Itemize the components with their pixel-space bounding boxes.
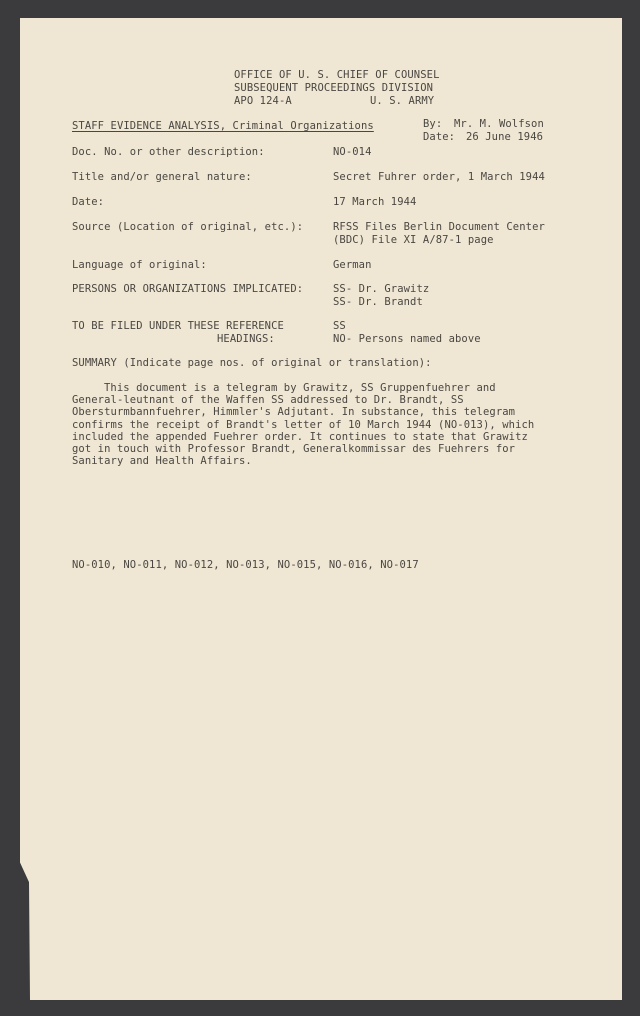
field-value-persons-line2: SS- Dr. Brandt [333,296,423,308]
field-label-title: Title and/or general nature: [72,171,252,183]
header-division: SUBSEQUENT PROCEEDINGS DIVISION [234,82,434,94]
cross-references: NO-010, NO-011, NO-012, NO-013, NO-015, NO-016, NO-017 [72,559,419,571]
field-label-source: Source (Location of original, etc.): [72,221,304,233]
field-label-persons: PERSONS OR ORGANIZATIONS IMPLICATED: [72,283,304,295]
field-value-language: German [333,259,372,271]
field-label-headings-line2: HEADINGS: [217,333,275,345]
summary-heading: SUMMARY (Indicate page nos. of original or translation): [72,357,432,369]
field-value-persons: SS- Dr. Grawitz [333,283,430,295]
by-label: By: [423,118,443,130]
field-label-headings: TO BE FILED UNDER THESE REFERENCE [72,320,284,332]
header-army: U. S. ARMY [370,95,435,107]
header-office: OFFICE OF U. S. CHIEF OF COUNSEL [234,69,440,81]
by-value: Mr. M. Wolfson [454,118,544,130]
field-value-source: RFSS Files Berlin Document Center [333,221,545,233]
summary-paragraph [72,382,542,467]
date-value: 26 June 1946 [466,131,544,143]
header-apo: APO 124-A [234,95,292,107]
analysis-title: STAFF EVIDENCE ANALYSIS, Criminal Organizations [72,120,374,132]
field-label-language: Language of original: [72,259,207,271]
field-value-title: Secret Fuhrer order, 1 March 1944 [333,171,545,183]
field-label-doc-no: Doc. No. or other description: [72,146,265,158]
date-label: Date: [423,131,456,143]
field-value-headings-line2: NO- Persons named above [333,333,481,345]
document-page [20,18,622,1000]
field-value-date: 17 March 1944 [333,196,417,208]
summary-text: This document is a telegram by Grawitz, SS Gruppenfuehrer and General-leutnant of the Waffen SS addressed to Dr. Brandt, SS Obersturmbannfuehrer, Himmler's Adjutant. In substance, this telegram confirms the receipt of Brandt's letter of 10 March 1944 (NO-013), which included the appended Fuehrer order. It continues to state that Grawitz got in touch with Professor Brandt, Generalkommissar des Fuehrers for Sanitary and Health Affairs. [72,382,535,468]
field-value-headings: SS [333,320,346,332]
field-label-date: Date: [72,196,105,208]
field-value-source-line2: (BDC) File XI A/87-1 page [333,234,494,246]
field-value-doc-no: NO-014 [333,146,372,158]
